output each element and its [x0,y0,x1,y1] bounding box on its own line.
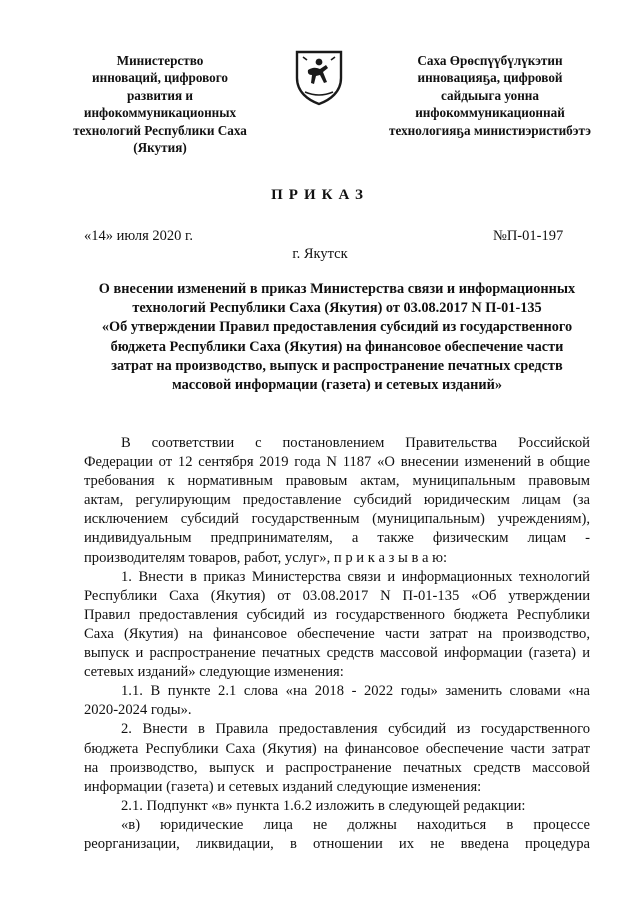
org-ru-line: технологий Республики Саха [73,122,247,138]
body-line: актам, регулирующим предоставление субсидий юридическим лицам (за [84,492,590,509]
ministry-name-sakha [368,52,612,139]
order-heading [84,280,590,395]
body-line: производителям товаров, работ, услуг», п р и к а з ы в а ю: [84,549,448,566]
body-line: выпуск и распространение печатных средств массовой информации (газета) и [84,645,590,662]
body-line: индивидуальным предпринимателям, а также физическим лицам - [84,530,590,547]
body-line: Правил предоставления субсидий из государственного бюджета Республики [84,606,590,623]
org-sah-line: инфокоммуникационнай [415,105,565,121]
heading-line: О внесении изменений в приказ Министерства связи и информационных [98,281,576,297]
document-number: №П-01-197 [493,228,564,244]
heading-line: «Об утверждении Правил предоставления субсидий из государственного [101,319,573,336]
body-line: бюджета Республики Саха (Якутия) на финансовое обеспечение части затрат [84,740,590,757]
org-sah-line: сайдыыга уонна [441,87,539,103]
document-city: г. Якутск [292,246,348,262]
order-body [84,434,590,854]
body-line: Саха (Якутия) на финансовое обеспечение части затрат на производство, [84,625,590,642]
org-ru-line: (Якутия) [133,140,187,156]
body-line: сетевых изданий» следующие изменения: [84,664,344,681]
body-line: «в) юридические лица не должны находиться в процессе [121,816,590,833]
body-line: 2020-2024 годы». [84,702,192,719]
body-line: Республики Саха (Якутия) от 03.08.2017 N П-01-135 «Об утверждении [84,587,590,604]
heading-line: технологий Республики Саха (Якутия) от 03.08.2017 N П-01-135 [132,300,542,317]
org-ru-line: развития и [126,87,194,103]
org-sah-line: инновацияҕа, цифровой [417,70,563,86]
body-line: В соответствии с постановлением Правительства Российской [121,435,590,451]
body-line: информации (газета) и сетевых изданий следующие изменения: [84,778,482,795]
heading-line: массовой информации (газета) и сетевых изданий» [172,377,502,394]
ministry-name-russian [62,52,258,156]
org-ru-line: инноваций, цифрового [92,70,228,86]
body-line: требования к нормативным правовым актам, муниципальным правовым [84,473,590,490]
body-line: исключением субсидий государственным (муниципальным) учреждениям), [84,511,590,528]
body-line: на производство, выпуск и распространение печатных средств массовой [84,759,590,776]
body-line: 1.1. В пункте 2.1 слова «на 2018 - 2022 годы» заменить словами «на [121,683,590,700]
org-ru-line: Министерство [116,53,204,68]
org-ru-line: инфокоммуникационных [83,105,237,121]
org-sah-line: технологияҕа министиэристибэтэ [389,122,591,138]
org-sah-line: Саха Өрөспүүбүлүкэтин [417,53,563,68]
document-date: «14» июля 2020 г. [84,228,193,244]
heading-line: затрат на производство, выпуск и распространение печатных средств [111,357,563,374]
coat-of-arms-emblem-icon [293,48,345,106]
body-line: реорганизации, ликвидации, в отношении их не введена процедура [84,835,590,852]
heading-line: бюджета Республики Саха (Якутия) на финансовое обеспечение части [110,338,564,355]
body-line: 2. Внести в Правила предоставления субсидий из государственного [121,721,590,738]
body-line: Федерации от 12 сентября 2019 года N 1187 «О внесении изменений в общие [84,454,590,471]
document-title: ПРИКАЗ [271,187,369,203]
body-line: 2.1. Подпункт «в» пункта 1.6.2 изложить в следующей редакции: [121,797,526,814]
body-line: 1. Внести в приказ Министерства связи и информационных технологий [121,568,590,585]
